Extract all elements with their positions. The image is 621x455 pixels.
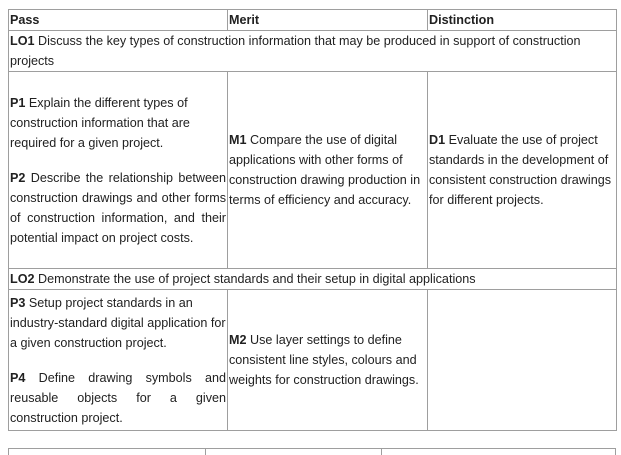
criterion-m1 <box>229 130 426 210</box>
next-table-top-border <box>8 448 616 449</box>
lo1-distinction-cell <box>428 72 617 269</box>
p2-code: P2 <box>10 170 26 185</box>
p1-code: P1 <box>10 95 26 110</box>
lo1-cell <box>9 31 617 72</box>
lo1-criteria-row <box>9 72 617 269</box>
header-distinction: Distinction <box>428 10 617 31</box>
p1-text: Explain the different types of construction information that are required for a given project. <box>10 95 190 150</box>
lo2-pass-cell <box>9 290 228 431</box>
next-table-stub-4 <box>615 448 616 455</box>
next-table-stub-2 <box>205 448 206 455</box>
header-merit: Merit <box>228 10 428 31</box>
criterion-d1 <box>429 130 615 210</box>
d1-code: D1 <box>429 133 446 147</box>
criterion-p4 <box>10 368 226 428</box>
m2-text: Use layer settings to define consistent line styles, colours and weights for construction drawings. <box>229 333 419 387</box>
p4-text: Define drawing symbols and reusable objects for a given construction project. <box>10 370 227 425</box>
next-table-stub-1 <box>8 448 9 455</box>
criterion-p1 <box>10 93 226 153</box>
lo1-row <box>9 31 617 72</box>
p2-text: Describe the relationship between construction drawings and other forms of construction information, and their potential impact on project costs. <box>10 170 226 245</box>
lo2-row <box>9 269 617 290</box>
criterion-p2 <box>10 168 226 248</box>
lo2-merit-cell <box>228 290 428 431</box>
lo2-code: LO2 <box>10 272 35 286</box>
lo2-criteria-row <box>9 290 617 431</box>
m1-code: M1 <box>229 133 247 147</box>
lo2-distinction-cell <box>428 290 617 431</box>
lo1-text: Discuss the key types of construction information that may be produced in support of construction projects <box>10 34 581 68</box>
p4-code: P4 <box>10 370 26 385</box>
d1-text: Evaluate the use of project standards in the development of consistent construction drawings for different projects. <box>429 133 612 207</box>
criterion-p3 <box>10 293 226 353</box>
lo2-text: Demonstrate the use of project standards and their setup in digital applications <box>38 272 476 286</box>
next-table-stub-3 <box>381 448 382 455</box>
m2-code: M2 <box>229 333 247 347</box>
header-pass: Pass <box>9 10 228 31</box>
lo2-cell <box>9 269 617 290</box>
lo1-merit-cell <box>228 72 428 269</box>
m1-text: Compare the use of digital applications with other forms of construction drawing production in terms of efficiency and accuracy. <box>229 133 421 207</box>
criterion-m2 <box>229 330 426 390</box>
lo1-pass-cell <box>9 72 228 269</box>
p3-code: P3 <box>10 295 26 310</box>
lo1-code: LO1 <box>10 34 35 48</box>
header-row <box>9 10 617 31</box>
p3-text: Setup project standards in an industry-standard digital application for a given construction project. <box>10 295 226 350</box>
criteria-table <box>8 9 617 431</box>
